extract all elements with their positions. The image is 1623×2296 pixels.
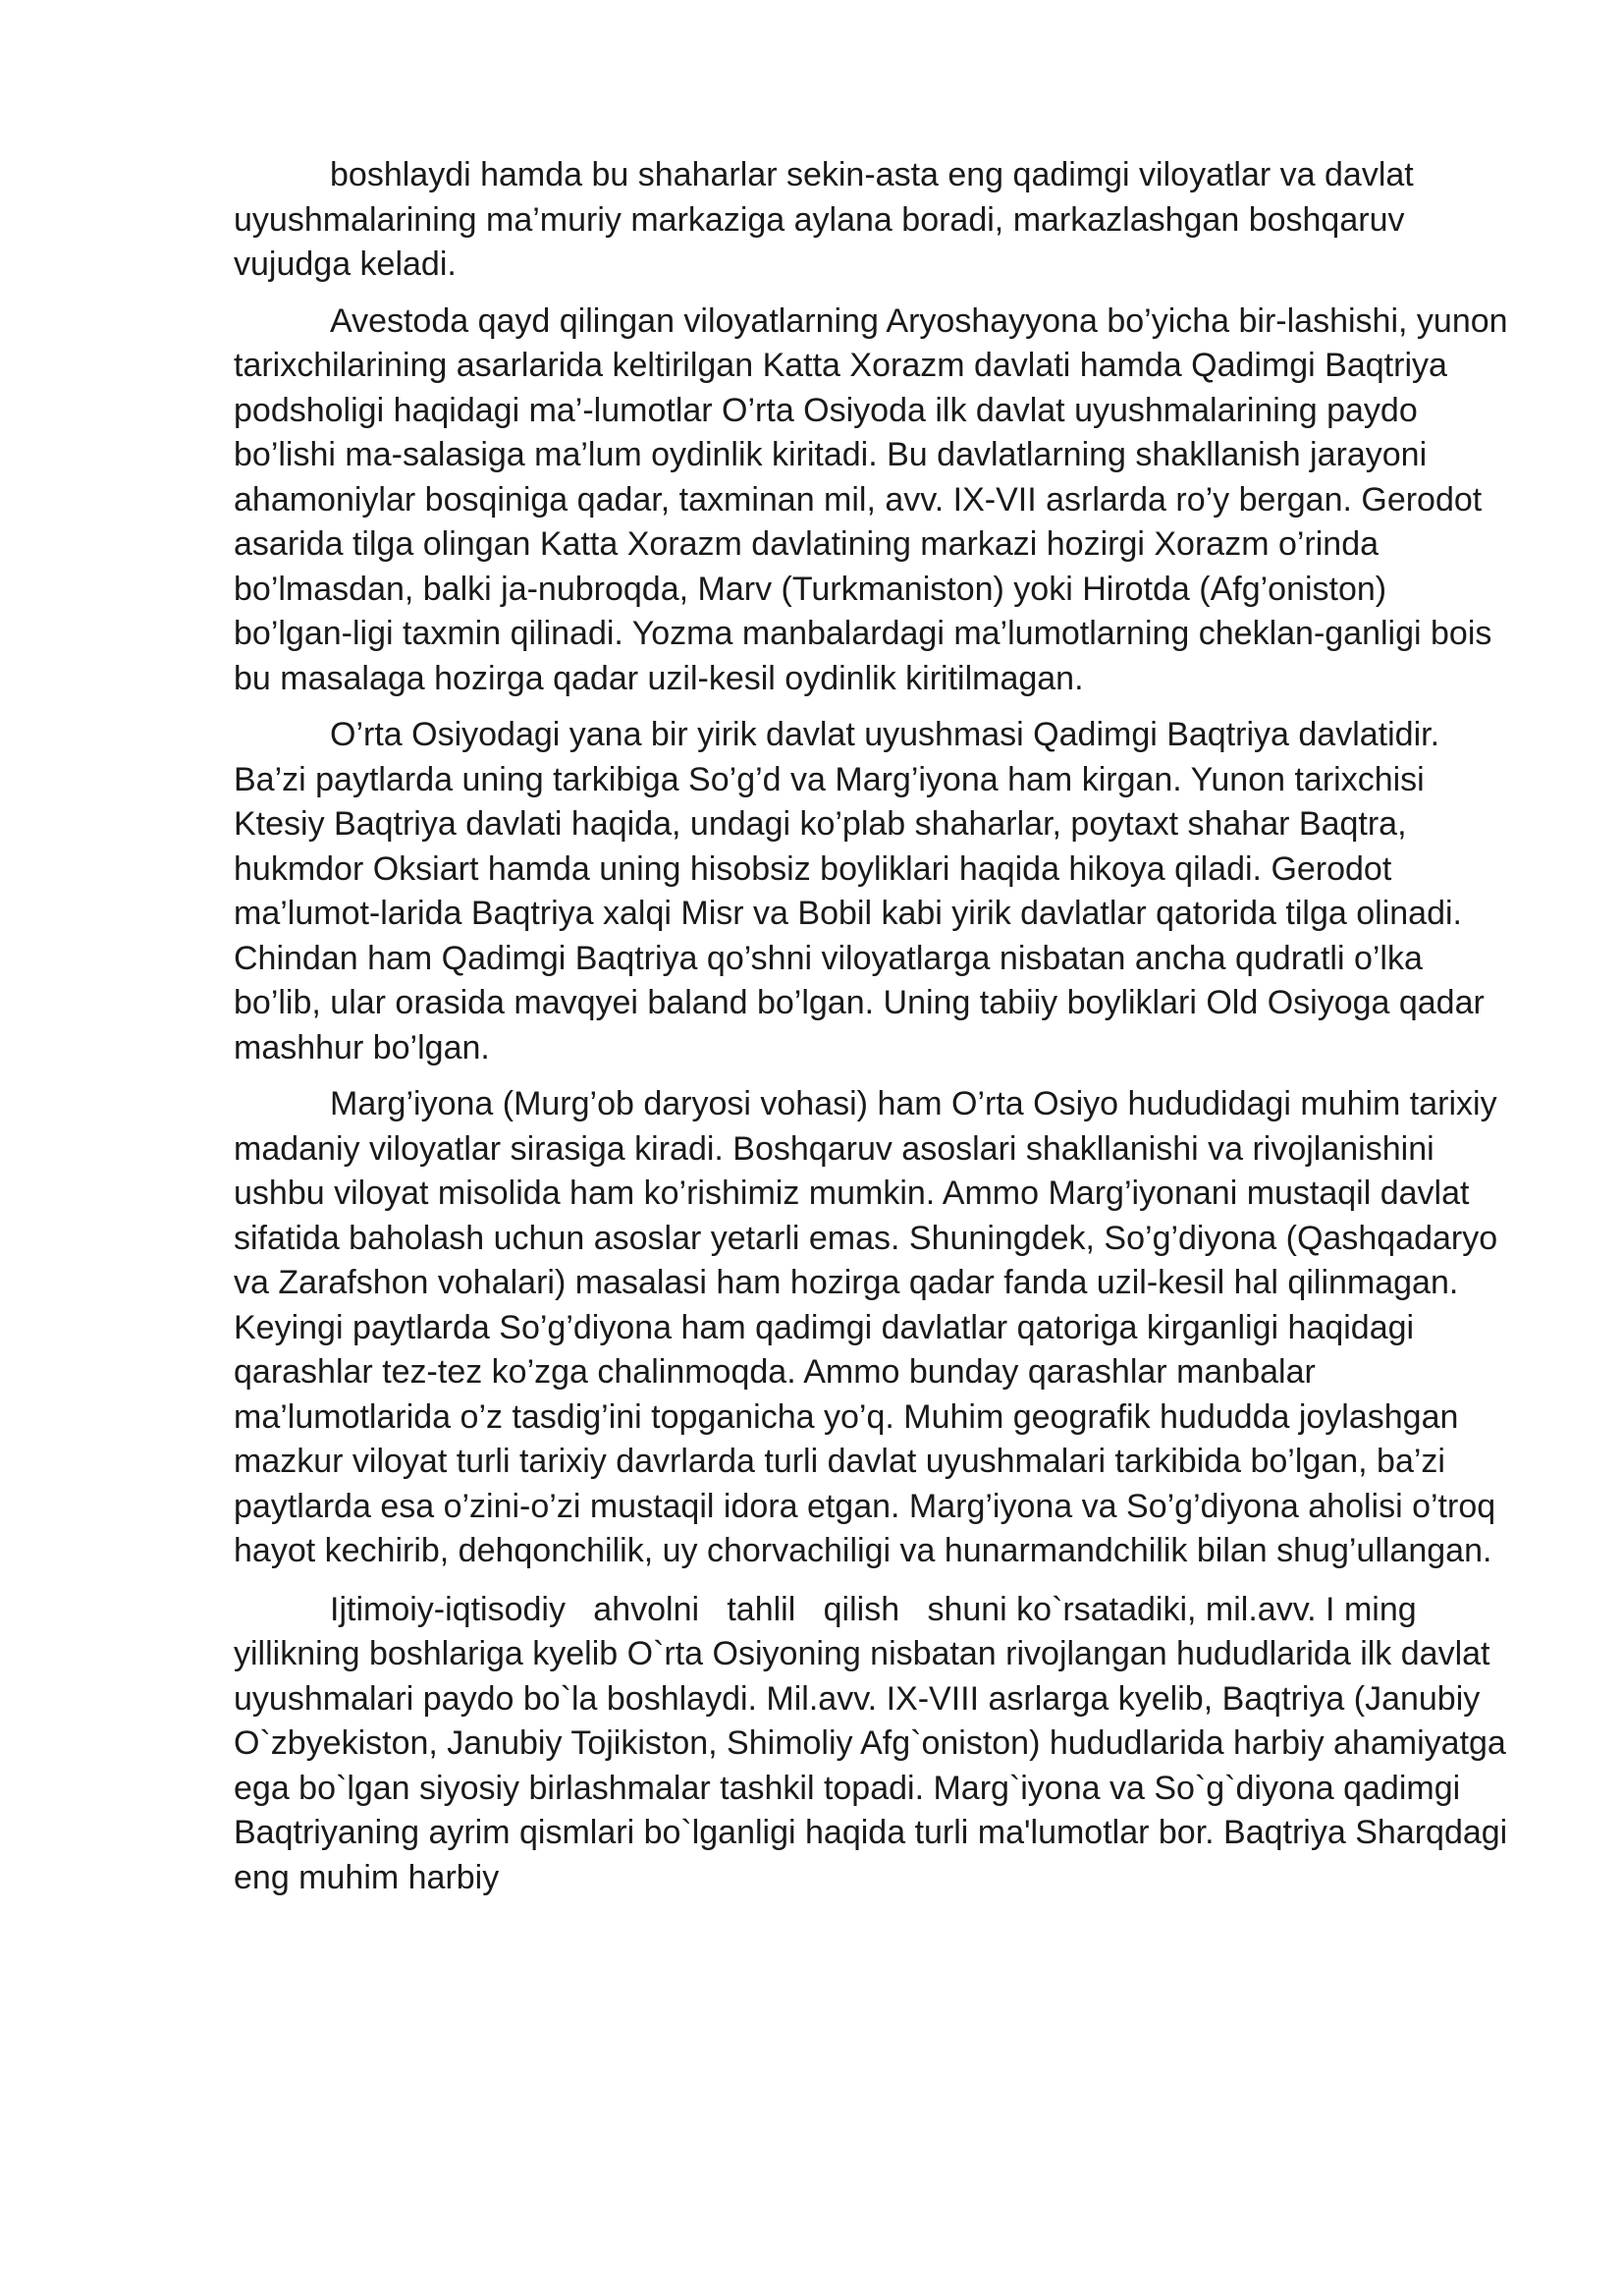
- paragraph-2: Avestoda qayd qilingan viloyatlarning Aryoshayyona bo’yicha bir-lashishi, yunon tarixchilarining asarlarida keltirilgan Katta Xorazm davlati hamda Qadimgi Baqtriya podsholigi haqidagi ma’-lumotlar O’rta Osiyoda ilk davlat uyushmalarining paydo bo’lishi ma-salasiga ma’lum oydinlik kiritadi. Bu davlatlarning shakllanish jarayoni ahamoniylar bosqiniga qadar, taxminan mil, avv. IX-VII asrlarda ro’y bergan. Gerodot asarida tilga olingan Katta Xorazm davlatining markazi hozirgi Xorazm o’rinda bo’lmasdan, balki ja-nubroqda, Marv (Turkmaniston) yoki Hirotda (Afg’oniston) bo’lgan-ligi taxmin qilinadi. Yozma manbalardagi ma’lumotlarning cheklan-ganligi bois bu masalaga hozirga qadar uzil-kesil oydinlik kiritilmagan.: [234, 301, 1508, 697]
- document-body: [234, 153, 1517, 1912]
- paragraph-1: boshlaydi hamda bu shaharlar sekin-asta eng qadimgi viloyatlar va davlat uyushmalarining ma’muriy markaziga aylana boradi, markazlashgan boshqaruv vujudga keladi.: [234, 156, 1414, 283]
- paragraph-5: Ijtimoiy-iqtisodiy ahvolni tahlil qilish shuni ko`rsatadiki, mil.avv. I ming yillikning boshlariga kyelib O`rta Osiyoning nisbatan rivojlangan hududlarida ilk davlat uyushmalari paydo bo`la boshlaydi. Mil.avv. IX-VIII asrlarga kyelib, Baqtriya (Janubiy O`zbyekiston, Janubiy Tojikiston, Shimoliy Afg`oniston) hududlarida harbiy ahamiyatga ega bo`lgan siyosiy birlashmalar tashkil topadi. Marg`iyona va So`g`diyona qadimgi Baqtriyaning ayrim qismlari bo`lganligi haqida turli ma'lumotlar bor. Baqtriya Sharqdagi eng muhim harbiy: [234, 1590, 1517, 1896]
- paragraph-4: Marg’iyona (Murg’ob daryosi vohasi) ham O’rta Osiyo hududidagi muhim tarixiy madaniy viloyatlar sirasiga kiradi. Boshqaruv asoslari shakllanishi va rivojlanishini ushbu viloyat misolida ham ko’rishimiz mumkin. Ammo Marg’iyonani mustaqil davlat sifatida baholash uchun asoslar yetarli emas. Shuningdek, So’g’diyona (Qashqadaryo va Zarafshon vohalari) masalasi ham hozirga qadar fanda uzil-kesil hal qilinmagan. Keyingi paytlarda So’g’diyona ham qadimgi davlatlar qatoriga kirganligi haqidagi qarashlar tez-tez ko’zga chalinmoqda. Ammo bunday qarashlar manbalar ma’lumotlarida o’z tasdig’ini topganicha yo’q. Muhim geografik hududda joylashgan mazkur viloyat turli tarixiy davrlarda turli davlat uyushmalari tarkibida bo’lgan, ba’zi paytlarda esa o’zini-o’zi mustaqil idora etgan. Marg’iyona va So’g’diyona aholisi o’troq hayot kechirib, dehqonchilik, uy chorvachiligi va hunarmandchilik bilan shug’ullangan.: [234, 1085, 1498, 1569]
- paragraph-3: O’rta Osiyodagi yana bir yirik davlat uyushmasi Qadimgi Baqtriya davlatidir. Ba’zi paytlarda uning tarkibiga So’g’d va Marg’iyona ham kirgan. Yunon tarixchisi Ktesiy Baqtriya davlati haqida, undagi ko’plab shaharlar, poytaxt shahar Baqtra, hukmdor Oksiart hamda uning hisobsiz boyliklari haqida hikoya qiladi. Gerodot ma’lumot-larida Baqtriya xalqi Misr va Bobil kabi yirik davlatlar qatorida tilga olinadi. Chindan ham Qadimgi Baqtriya qo’shni viloyatlarga nisbatan ancha qudratli o’lka bo’lib, ular orasida mavqyei baland bo’lgan. Uning tabiiy boyliklari Old Osiyoga qadar mashhur bo’lgan.: [234, 716, 1485, 1066]
